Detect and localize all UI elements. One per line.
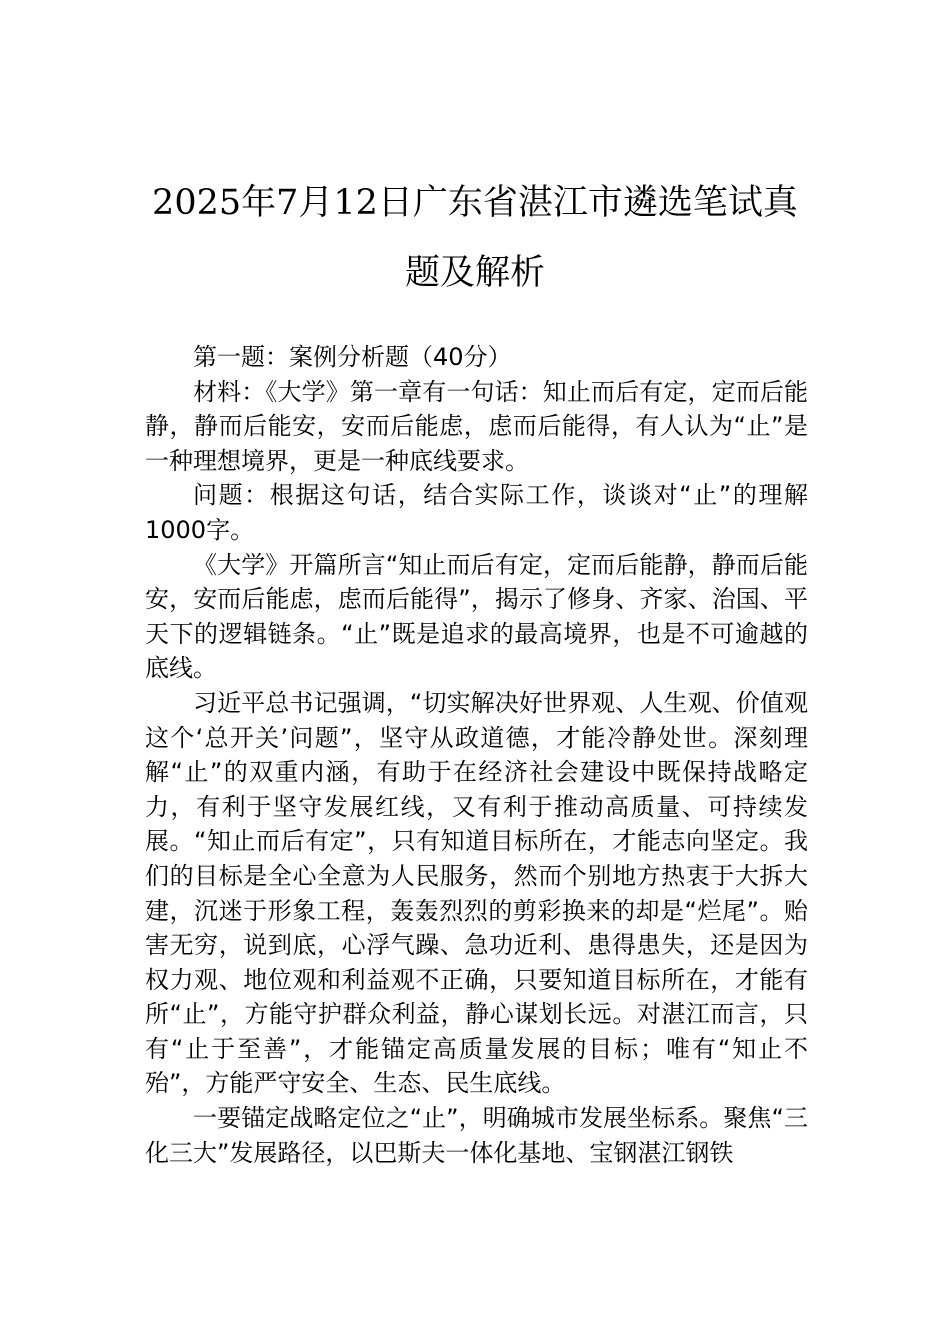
document-body bbox=[145, 340, 808, 1170]
question-paragraph: 问题：根据这句话，结合实际工作，谈谈对“止”的理解1000字。 bbox=[145, 481, 808, 544]
answer-paragraph: 习近平总书记强调，“切实解决好世界观、人生观、价值观这个‘总开关’问题”，坚守从政道德，才能冷静处世。深刻理解“止”的双重内涵，有助于在经济社会建设中既保持战略定力，有利于坚守发展红线，又有利于推动高质量、可持续发展。“知止而后有定”，只有知道目标所在，才能志向坚定。我们的目标是全心全意为人民服务，然而个别地方热衷于大拆大建，沉迷于形象工程，轰轰烈烈的剪彩换来的却是“烂尾”。贻害无穷，说到底，心浮气躁、急功近利、患得患失，还是因为权力观、地位观和利益观不正确，只要知道目标所在，才能有所“止”，方能守护群众利益，静心谋划长远。对湛江而言，只有“止于至善”，才能锚定高质量发展的目标；唯有“知止不殆”，方能严守安全、生态、民生底线。 bbox=[145, 688, 808, 1098]
title-line-1: 2025年7月12日广东省湛江市遴选笔试真 bbox=[152, 183, 798, 223]
answer-paragraph: 一要锚定战略定位之“止”，明确城市发展坐标系。聚焦“三化三大”发展路径，以巴斯夫一体化基地、宝钢湛江钢铁 bbox=[145, 1104, 808, 1167]
answer-paragraph: 《大学》开篇所言“知止而后有定，定而后能静，静而后能安，安而后能虑，虑而后能得”，揭示了修身、齐家、治国、平天下的逻辑链条。“止”既是追求的最高境界，也是不可逾越的底线。 bbox=[145, 550, 808, 683]
material-paragraph: 材料：《大学》第一章有一句话：知止而后有定，定而后能静，静而后能安，安而后能虑，虑而后能得，有人认为“止”是一种理想境界，更是一种底线要求。 bbox=[145, 377, 808, 475]
document-title bbox=[120, 168, 830, 308]
question-heading: 第一题：案例分析题（40分） bbox=[193, 343, 512, 371]
title-line-2: 题及解析 bbox=[404, 253, 545, 293]
